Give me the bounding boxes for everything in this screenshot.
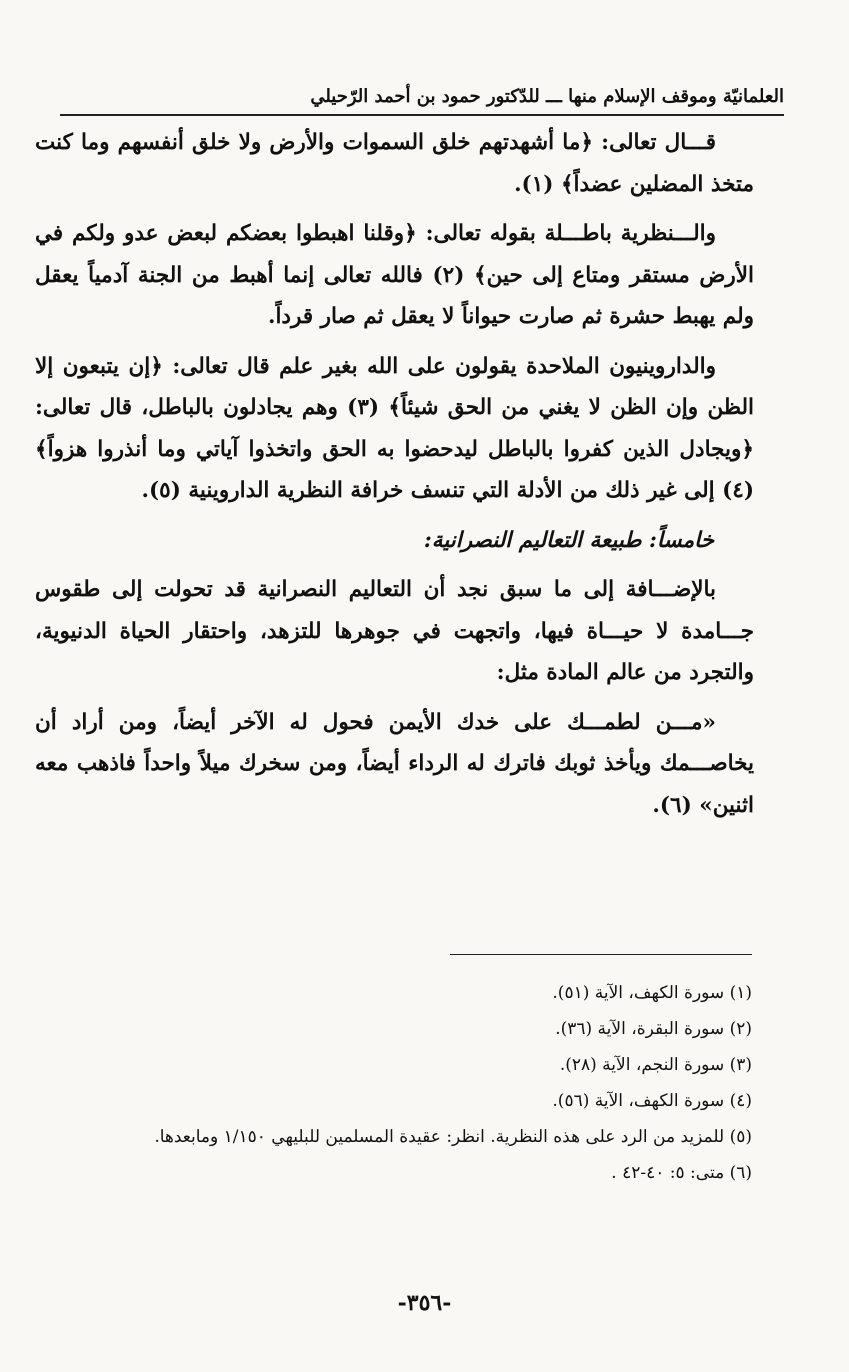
paragraph-quote: «مـــن لطمـــك على خدك الأيمن فحول له الآخر أيضاً، ومن أراد أن يخاصـــمك ويأخذ ثوبك فاترك له الرداء أيضاً، ومن سخرك ميلاً واحداً فاذهب معه اثنين» (٦). — [35, 709, 754, 818]
footnote-4: (٤) سورة الكهف، الآية (٥٦). — [552, 1091, 752, 1111]
running-header: العلمانيّة وموقف الإسلام منها ـــ للدّكتور حمود بن أحمد الرّحيلي — [60, 80, 784, 116]
footnote-2: (٢) سورة البقرة، الآية (٣٦). — [555, 1019, 752, 1039]
footnote-6: (٦) متى: ٥: ٤٠-٤٢ . — [611, 1163, 752, 1183]
paragraph-christian-teachings: بالإضـــافة إلى ما سبق نجد أن التعاليم النصرانية قد تحولت إلى طقوس جـــامدة لا حيـــاة فيها، واتجهت في جوهرها للتزهد، واحتقار الحياة الدنيوية، والتجرد من عالم المادة مثل: — [35, 577, 754, 685]
footnote-separator — [450, 954, 752, 955]
footnote-3: (٣) سورة النجم، الآية (٢٨). — [559, 1055, 752, 1075]
footnote-1: (١) سورة الكهف، الآية (٥١). — [552, 983, 752, 1003]
paragraph-theory-false: والـــنظرية باطـــلة بقوله تعالى: ﴿وقلنا اهبطوا بعضكم لبعض عدو ولكم في الأرض مستقر ومتاع إلى حين﴾ (٢) فالله تعالى إنما أهبط من الجنة آدمياً يعقل ولم يهبط حشرة ثم صارت حيواناً لا يعقل ثم صار قرداً. — [35, 221, 754, 329]
paragraph-verse-kahf: قـــال تعالى: ﴿ما أشهدتهم خلق السموات والأرض ولا خلق أنفسهم وما كنت متخذ المضلين عضداً﴾ (١). — [35, 130, 754, 197]
footnote-5: (٥) للمزيد من الرد على هذه النظرية. انظر: عقيدة المسلمين للبليهي ١/١٥٠ ومابعدها. — [154, 1127, 752, 1147]
section-heading: خامساً: طبيعة التعاليم النصرانية: — [423, 527, 714, 553]
page-number: -٣٥٦- — [397, 1290, 452, 1316]
paragraph-darwinists: والداروينيون الملاحدة يقولون على الله بغير علم قال تعالى: ﴿إن يتبعون إلا الظن وإن الظن لا يغني من الحق شيئاً﴾ (٣) وهم يجادلون بالباطل، قال تعالى: ﴿ويجادل الذين كفروا بالباطل ليدحضوا به الحق واتخذوا آياتي وما أنذروا هزواً﴾ (٤) إلى غير ذلك من الأدلة التي تنسف خرافة النظرية الداروينية (٥). — [35, 353, 754, 503]
footnotes — [50, 975, 752, 1191]
main-text — [35, 122, 754, 834]
